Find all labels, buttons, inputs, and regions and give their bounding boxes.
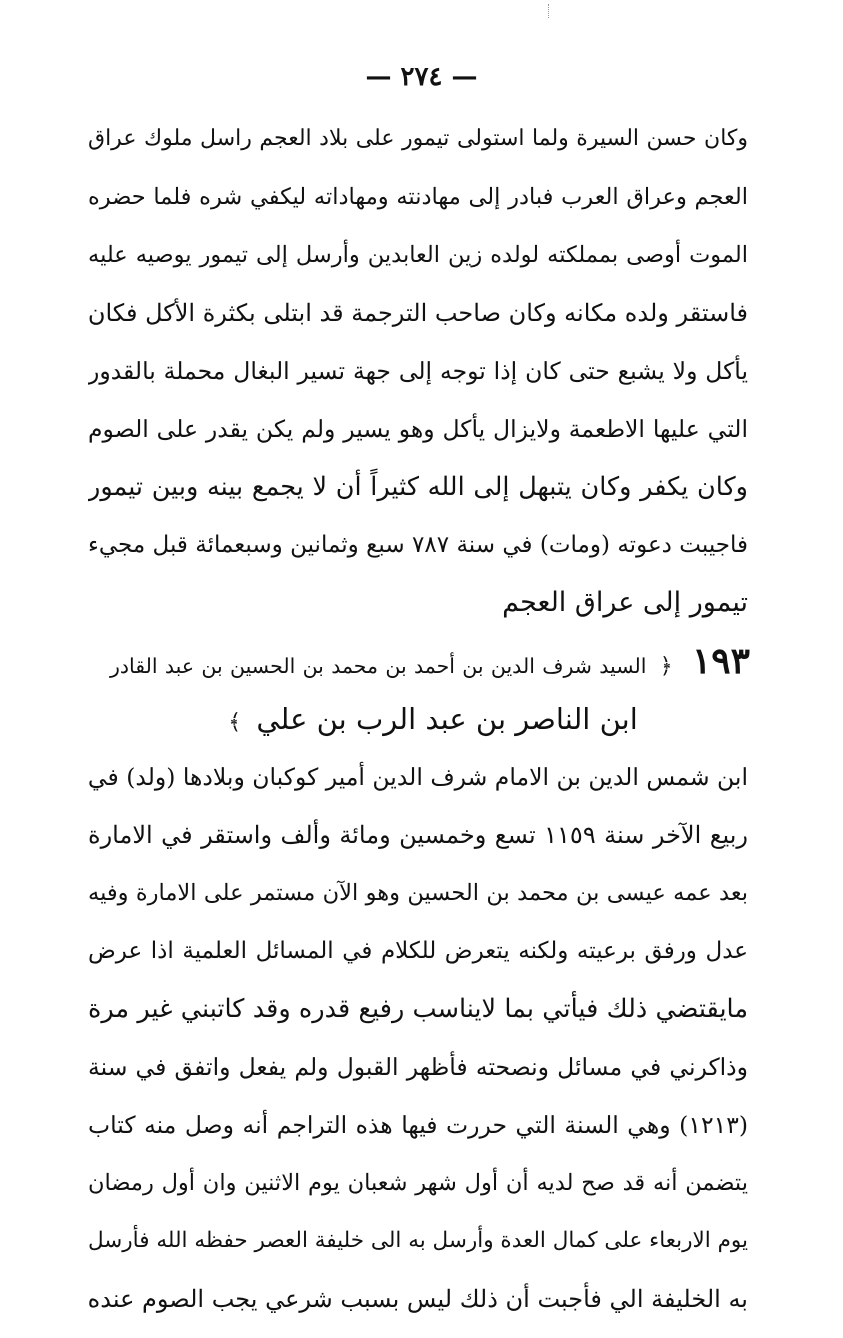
text-line: ابن شمس الدين بن الامام شرف الدين أمير كوكبان وبلادها (ولد) في	[88, 763, 748, 791]
text-line: بعد عمه عيسى بن محمد بن الحسين وهو الآن مستمر على الامارة وفيه	[88, 880, 748, 906]
text-line: فاستقر ولده مكانه وكان صاحب الترجمة قد ابتلى بكثرة الأكل فكان	[88, 299, 748, 327]
text-line: الموت أوصى بمملكته لولده زين العابدين وأرسل إلى تيمور يوصيه عليه	[88, 242, 748, 268]
paragraph-2	[88, 748, 748, 1328]
entry-heading-line-2	[110, 690, 750, 748]
entry-number: ١٩٣	[691, 640, 750, 682]
text-line: يوم الاربعاء على كمال العدة وأرسل به الى خليفة العصر حفظه الله فأرسل	[88, 1228, 748, 1253]
paragraph-1	[88, 110, 748, 632]
text-line: وذاكرني في مسائل ونصحته فأظهر القبول ولم يفعل واتفق في سنة	[88, 1053, 748, 1081]
text-line: وكان حسن السيرة ولما استولى تيمور على بلاد العجم راسل ملوك عراق	[88, 126, 748, 151]
entry-heading-line-1	[110, 632, 750, 690]
text-line: يأكل ولا يشبع حتى كان إذا توجه إلى جهة تسير البغال محملة بالقدور	[88, 357, 748, 385]
text-line: يتضمن أنه قد صح لديه أن أول شهر شعبان يوم الاثنين وان أول رمضان	[88, 1170, 748, 1196]
text-line: ربيع الآخر سنة ١١٥٩ تسع وخمسين ومائة وألف واستقر في الامارة	[88, 821, 748, 849]
ornament-close: ﴾	[228, 710, 242, 735]
text-line: عدل ورفق برعيته ولكنه يتعرض للكلام في المسائل العلمية اذا عرض	[88, 938, 748, 964]
scan-artifact	[548, 4, 551, 18]
text-line: به الخليفة الي فأجبت أن ذلك ليس بسبب شرعي يجب الصوم عنده	[88, 1285, 748, 1313]
entry-title-line-2: ابن الناصر بن عبد الرب بن علي	[256, 702, 638, 736]
text-line: العجم وعراق العرب فبادر إلى مهادنته ومهاداته ليكفي شره فلما حضره	[88, 184, 748, 210]
text-line: (١٢١٣) وهي السنة التي حررت فيها هذه التراجم أنه وصل منه كتاب	[88, 1111, 748, 1139]
entry-title-line-1: السيد شرف الدين بن أحمد بن محمد بن الحسين بن عبد القادر	[110, 654, 647, 678]
text-line: تيمور إلى عراق العجم	[502, 587, 748, 618]
entry-heading	[110, 632, 750, 748]
text-line: وكان يكفر وكان يتبهل إلى الله كثيراً أن لا يجمع بينه وبين تيمور	[88, 472, 748, 502]
page-number: — ٢٧٤ —	[365, 62, 478, 92]
text-line: التي عليها الاطعمة ولايزال يأكل وهو يسير ولم يكن يقدر على الصوم	[88, 415, 748, 443]
text-line: مايقتضي ذلك فيأتي بما لايناسب رفيع قدره وقد كاتبني غير مرة	[88, 994, 748, 1024]
ornament-open: ﴿	[659, 654, 673, 679]
text-line: فاجيبت دعوته (ومات) في سنة ٧٨٧ سبع وثمانين وسبعمائة قبل مجيء	[88, 532, 748, 558]
